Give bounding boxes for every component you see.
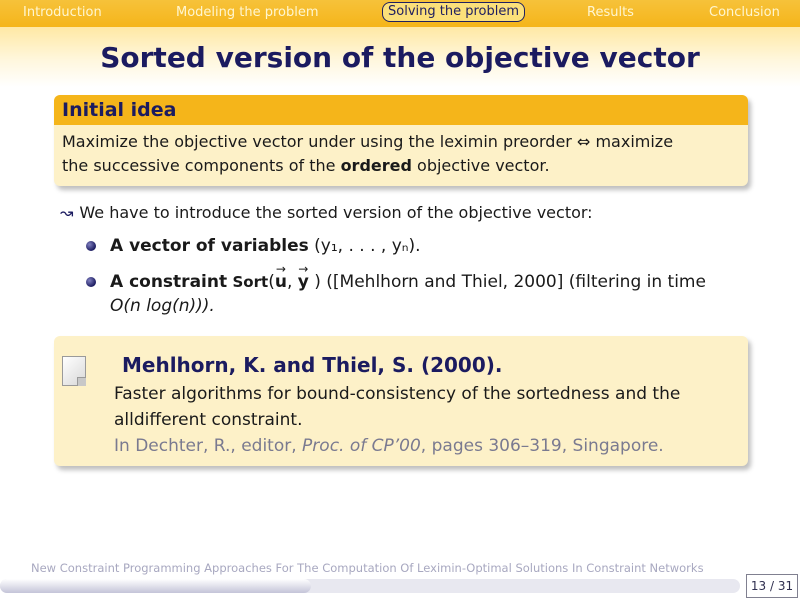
- lead-sentence: [60, 201, 593, 225]
- bullet-item-vector: [86, 234, 746, 258]
- vector-u: → u: [275, 270, 287, 294]
- progress-fill: [0, 579, 311, 593]
- document-icon: [62, 356, 86, 386]
- block-title: Initial idea: [54, 95, 748, 125]
- bullet-item-constraint: A constraint Sort(→ u, → y ) ([Mehlhorn and Thiel, 2000] (filtering in time O(n log(n))).: [86, 270, 746, 318]
- block-line-2: [62, 154, 740, 178]
- block-body: [54, 125, 748, 178]
- bib-venue-italic: Proc. of CP’00: [302, 436, 421, 456]
- block-line-2-pre: the successive components of the: [62, 156, 341, 175]
- footer-title: New Constraint Programming Approaches For The Computation Of Leximin-Optimal Solutions In Constraint Networks: [31, 561, 704, 575]
- nav-item-conclusion[interactable]: Conclusion: [709, 5, 780, 20]
- bullet-2-rest: ) ([Mehlhorn and Thiel, 2000] (filtering in time: [314, 272, 706, 292]
- vector-y: → y: [298, 270, 309, 294]
- sort-name: Sort: [232, 273, 269, 291]
- block-line-1: Maximize the objective vector under using the leximin preorder ⇔ maximize: [62, 132, 674, 151]
- bib-venue-post: , pages 306–319, Singapore.: [420, 436, 664, 456]
- bullet-2-line-2: O(n log(n))).: [110, 296, 215, 316]
- squiggle-arrow-icon: ↝: [60, 203, 74, 222]
- nav-item-solving[interactable]: Solving the problem: [382, 2, 525, 22]
- page-number: 13 / 31: [746, 574, 798, 598]
- block-line-2-bold: ordered: [340, 156, 412, 175]
- bullet-1-rest: (y₁, . . . , yₙ).: [308, 236, 421, 256]
- block-line-2-post: objective vector.: [411, 156, 550, 175]
- bullet-dot-icon: [86, 241, 96, 251]
- bullet-1-bold: A vector of variables: [110, 236, 309, 256]
- bib-body: [114, 381, 734, 459]
- bib-venue: [114, 433, 734, 459]
- bullet-2-bold: A constraint: [110, 272, 228, 292]
- section-navigation-bar: [0, 0, 800, 27]
- bullet-dot-icon: [86, 277, 96, 287]
- initial-idea-block: [54, 95, 748, 186]
- bib-title: Faster algorithms for bound-consistency of the sortedness and the alldifferent constraint.: [114, 384, 681, 430]
- bib-author: Mehlhorn, K. and Thiel, S. (2000).: [122, 353, 503, 377]
- lead-text: We have to introduce the sorted version of the objective vector:: [79, 203, 593, 222]
- nav-item-introduction[interactable]: Introduction: [23, 5, 102, 20]
- progress-bar: [0, 579, 740, 593]
- nav-item-modeling[interactable]: Modeling the problem: [176, 5, 319, 20]
- bib-venue-pre: In Dechter, R., editor,: [114, 436, 303, 456]
- nav-item-results[interactable]: Results: [587, 5, 634, 20]
- slide-title: Sorted version of the objective vector: [100, 41, 700, 74]
- bibliography-box: [54, 336, 748, 466]
